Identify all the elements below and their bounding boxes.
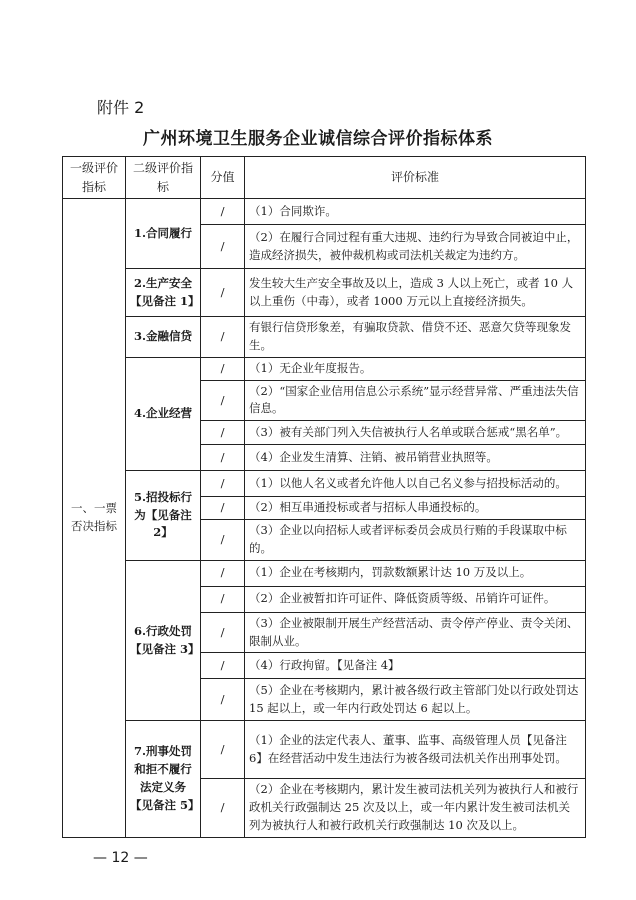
score-cell: / [201, 445, 245, 471]
document-title: 广州环境卫生服务企业诚信综合评价指标体系 [143, 129, 493, 149]
table-row [63, 560, 586, 586]
level1-veto-cell: 一、一票否决指标 [63, 199, 126, 838]
score-cell: / [201, 779, 245, 837]
criteria-cell: （2）企业被暂扣许可证件、降低资质等级、吊销许可证件。 [245, 586, 586, 612]
header-level1: 一级评价指标 [63, 157, 126, 199]
score-cell: / [201, 520, 245, 561]
level2-admin-penalty: 6.行政处罚【见备注 3】 [126, 560, 201, 721]
evaluation-index-table [62, 156, 586, 838]
criteria-cell: （1）无企业年度报告。 [245, 357, 586, 380]
attachment-label: 附件 2 [97, 98, 145, 117]
criteria-cell: （5）企业在考核期内，累计被各级行政主管部门处以行政处罚达 15 起以上，或一年内行政处罚达 6 起以上。 [245, 679, 586, 721]
score-cell: / [201, 199, 245, 225]
table-row [63, 199, 586, 225]
score-cell: / [201, 653, 245, 679]
level2-safety: 2.生产安全【见备注 1】 [126, 269, 201, 317]
level2-credit: 3.金融信贷 [126, 317, 201, 358]
criteria-cell: （3）企业以向招标人或者评标委员会成员行贿的手段谋取中标的。 [245, 520, 586, 561]
criteria-cell: （2）企业在考核期内，累计发生被司法机关列为被执行人和被行政机关行政强制达 25 次及以上，或一年内累计发生被司法机关列为被执行人和被行政机关行政强制达 10 次及以上。 [245, 779, 586, 837]
score-cell: / [201, 225, 245, 269]
criteria-cell: （1）企业的法定代表人、董事、监事、高级管理人员【见备注 6】在经营活动中发生违法行为被各级司法机关作出刑事处罚。 [245, 721, 586, 779]
score-cell: / [201, 612, 245, 653]
level2-contract: 1.合同履行 [126, 199, 201, 269]
table-header-row [63, 157, 586, 199]
criteria-cell: （1）以他人名义或者允许他人以自己名义参与招投标活动的。 [245, 471, 586, 497]
score-cell: / [201, 560, 245, 586]
criteria-cell: （4）企业发生清算、注销、被吊销营业执照等。 [245, 445, 586, 471]
table-row [63, 721, 586, 779]
header-criteria: 评价标准 [245, 157, 586, 199]
table-row [63, 357, 586, 380]
table-row [63, 317, 586, 358]
level2-operation: 4.企业经营 [126, 357, 201, 470]
level2-criminal: 7.刑事处罚和拒不履行法定义务【见备注 5】 [126, 721, 201, 837]
criteria-cell: 有银行信贷形象差，有骗取贷款、借贷不还、恶意欠贷等现象发生。 [245, 317, 586, 358]
table-row [63, 269, 586, 317]
level2-bidding: 5.招投标行为【见备注 2】 [126, 471, 201, 560]
criteria-cell: （2）相互串通投标或者与招标人串通投标的。 [245, 497, 586, 520]
score-cell: / [201, 357, 245, 380]
score-cell: / [201, 586, 245, 612]
score-cell: / [201, 471, 245, 497]
criteria-cell: （1）企业在考核期内，罚款数额累计达 10 万及以上。 [245, 560, 586, 586]
page-number: — 12 — [93, 850, 148, 866]
header-score: 分值 [201, 157, 245, 199]
criteria-cell: （4）行政拘留。【见备注 4】 [245, 653, 586, 679]
score-cell: / [201, 721, 245, 779]
score-cell: / [201, 497, 245, 520]
score-cell: / [201, 421, 245, 445]
score-cell: / [201, 269, 245, 317]
criteria-cell: （3）企业被限制开展生产经营活动、责令停产停业、责令关闭、限制从业。 [245, 612, 586, 653]
criteria-cell: （2）在履行合同过程有重大违规、违约行为导致合同被迫中止，造成经济损失，被仲裁机构或司法机关裁定为违约方。 [245, 225, 586, 269]
criteria-cell: （2）“国家企业信用信息公示系统”显示经营异常、严重违法失信信息。 [245, 380, 586, 421]
header-level2: 二级评价指标 [126, 157, 201, 199]
score-cell: / [201, 679, 245, 721]
score-cell: / [201, 317, 245, 358]
criteria-cell: 发生较大生产安全事故及以上，造成 3 人以上死亡，或者 10 人以上重伤（中毒），或者 1000 万元以上直接经济损失。 [245, 269, 586, 317]
score-cell: / [201, 380, 245, 421]
criteria-cell: （1）合同欺诈。 [245, 199, 586, 225]
criteria-cell: （3）被有关部门列入失信被执行人名单或联合惩戒“黑名单”。 [245, 421, 586, 445]
table-row [63, 471, 586, 497]
